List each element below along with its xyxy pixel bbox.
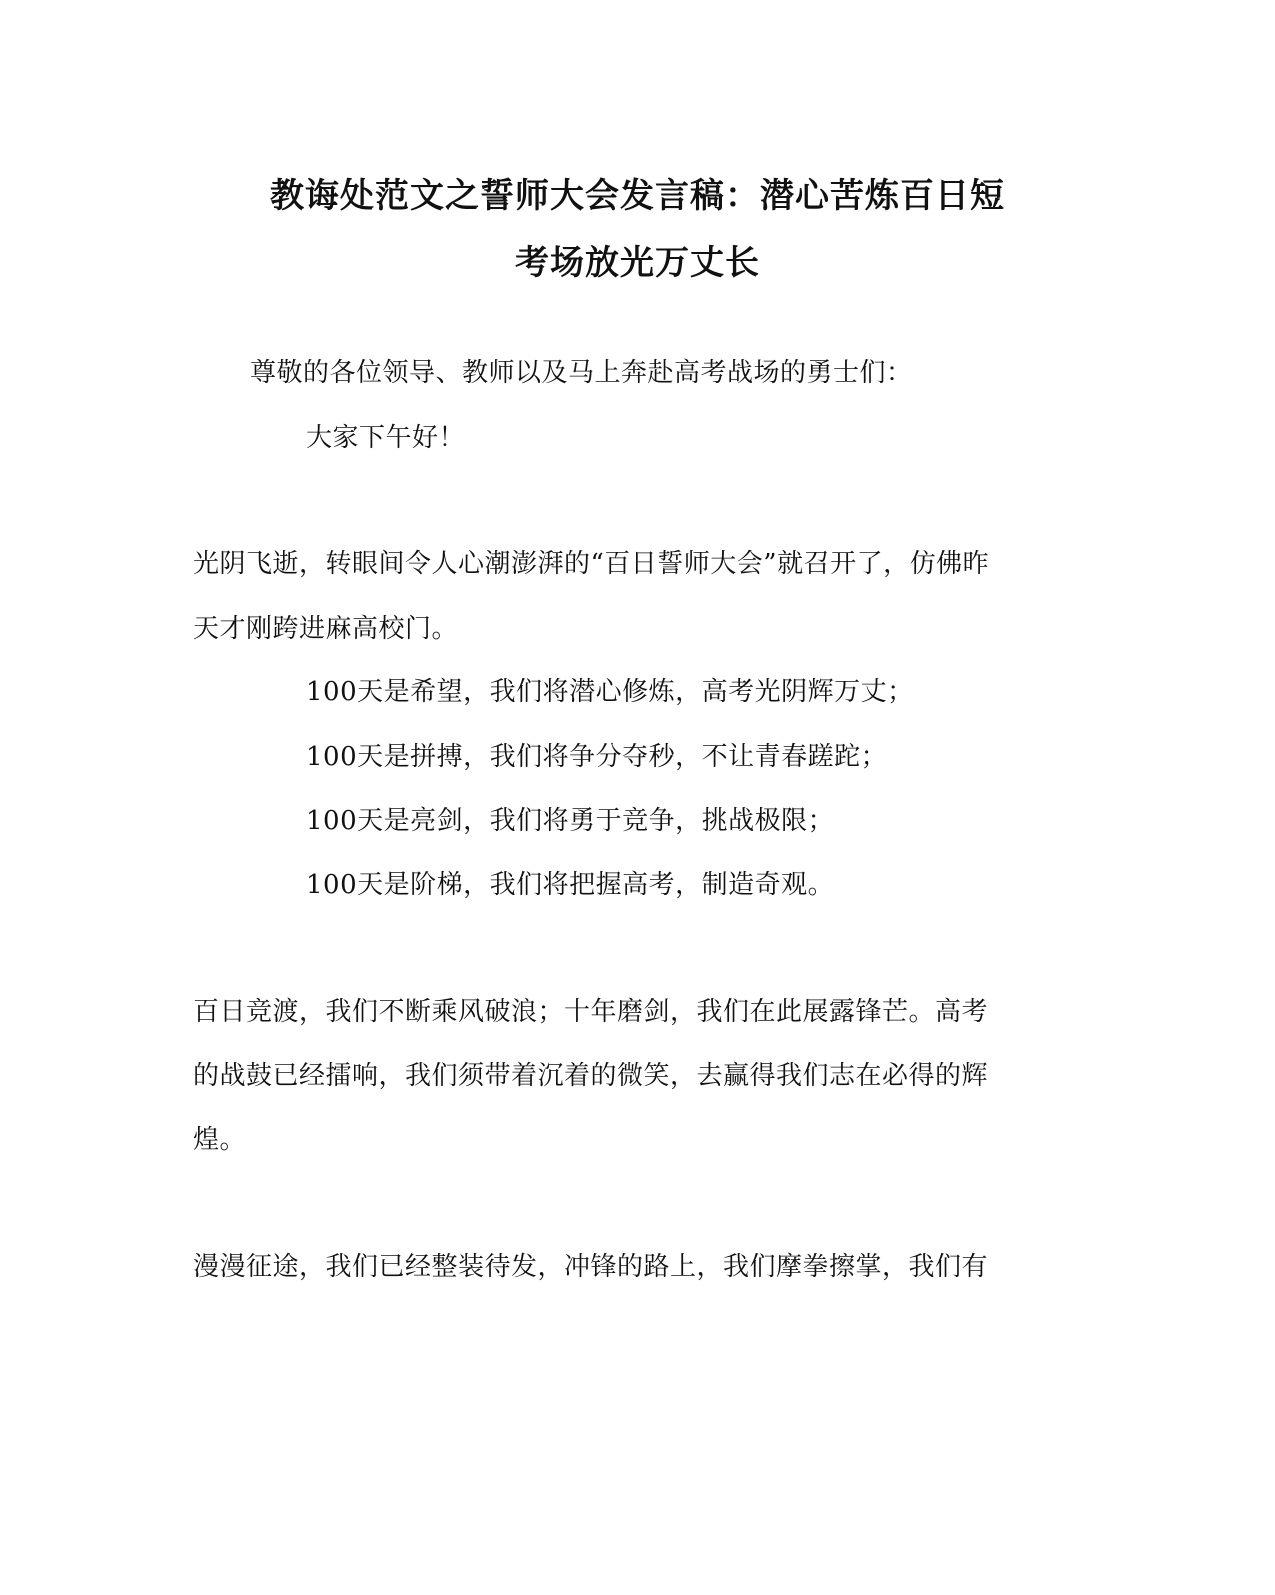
document-title-line1: 教诲处范文之誓师大会发言稿：潜心苦炼百日短 [270, 176, 1005, 216]
pledge-line-2: 100天是拼搏，我们将争分夺秒，不让青春蹉跎； [306, 742, 888, 772]
pledge-line-3: 100天是亮剑，我们将勇于竞争，挑战极限； [306, 806, 835, 836]
document-title-line2: 考场放光万丈长 [515, 243, 760, 283]
pledge-line-4: 100天是阶梯，我们将把握高考，制造奇观。 [306, 870, 835, 900]
paragraph-1-line-1: 光阴飞逝，转眼间令人心潮澎湃的“百日誓师大会”就召开了，仿佛昨 [193, 549, 990, 579]
paragraph-2-line-1: 百日竞渡，我们不断乘风破浪；十年磨剑，我们在此展露锋芒。高考 [193, 997, 989, 1027]
pledge-line-1: 100天是希望，我们将潜心修炼，高考光阴辉万丈； [306, 677, 914, 707]
paragraph-2-line-3: 煌。 [193, 1125, 247, 1155]
paragraph-2-line-2: 的战鼓已经擂响，我们须带着沉着的微笑，去赢得我们志在必得的辉 [193, 1061, 989, 1091]
greeting: 大家下午好！ [306, 423, 466, 453]
salutation: 尊敬的各位领导、教师以及马上奔赴高考战场的勇士们： [250, 358, 913, 388]
paragraph-3-line-1: 漫漫征途，我们已经整装待发，冲锋的路上，我们摩拳擦掌，我们有 [193, 1252, 989, 1282]
paragraph-1-line-2: 天才刚跨进麻高校门。 [193, 614, 459, 644]
